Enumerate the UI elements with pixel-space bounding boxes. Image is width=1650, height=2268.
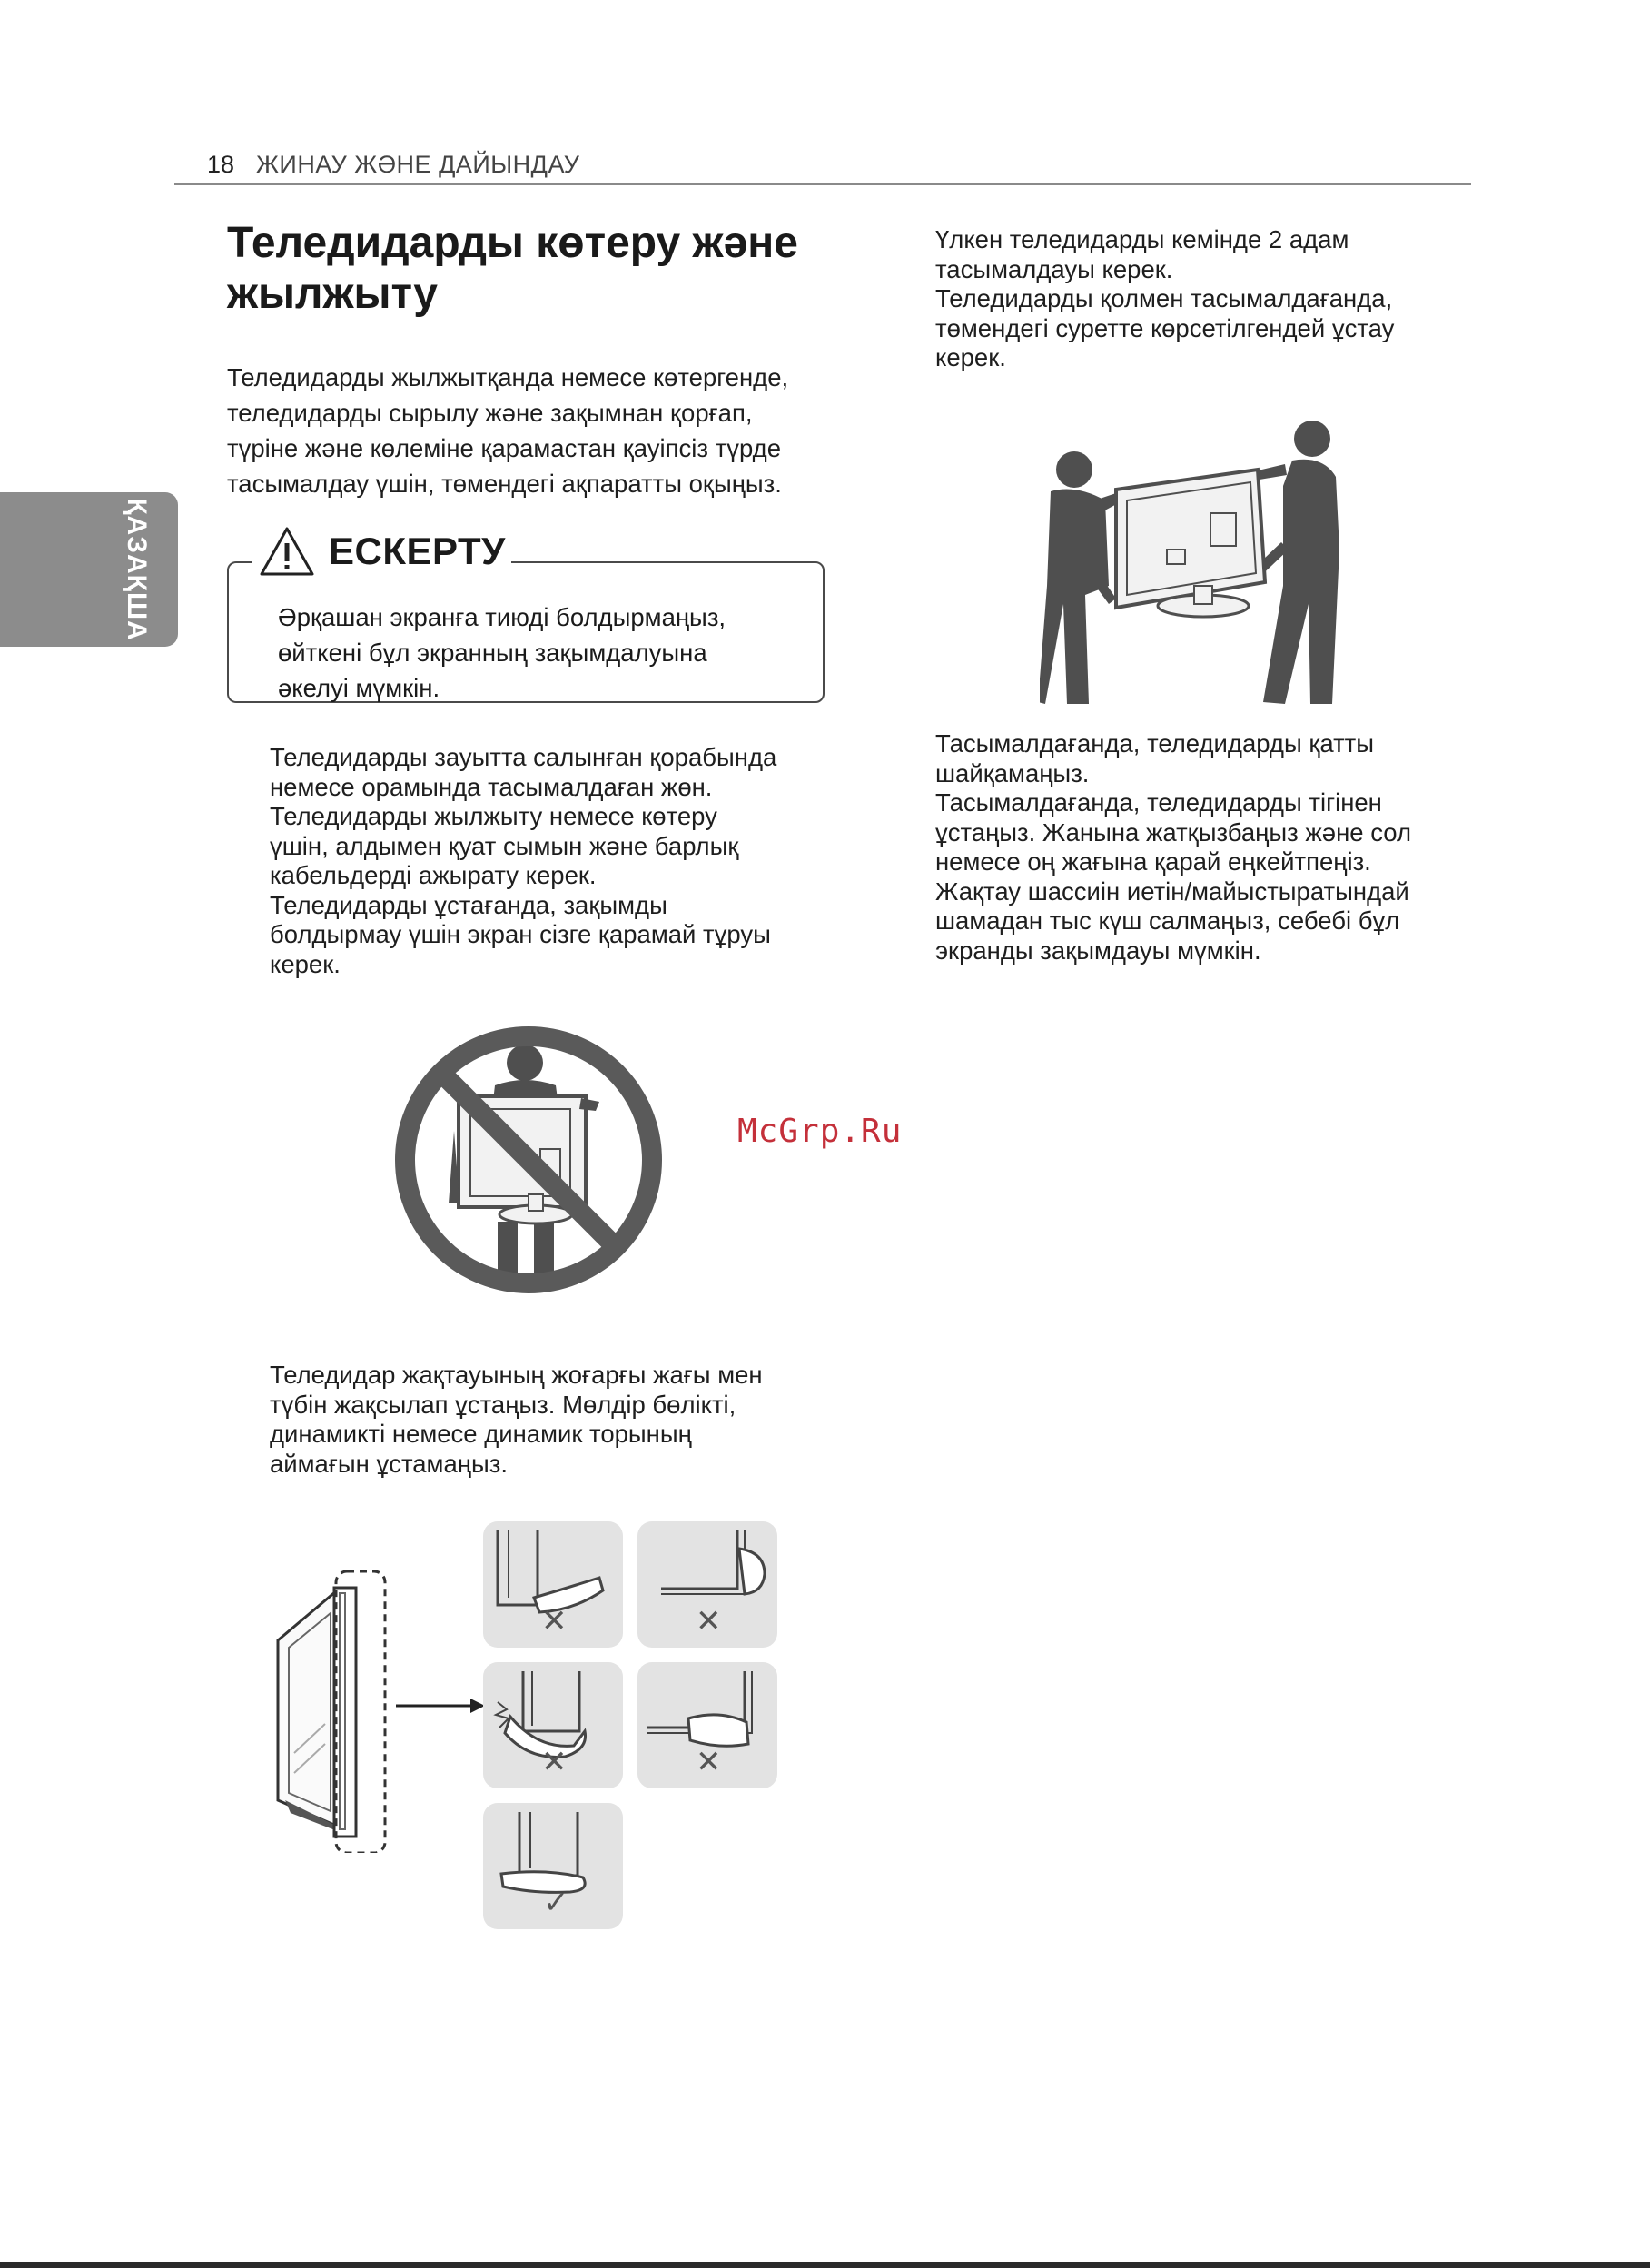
language-tab: [0, 492, 178, 647]
text-line: керек.: [270, 949, 341, 978]
intro-line: Теледидарды жылжытқанда немесе көтергенде,: [227, 363, 789, 391]
two-person-paragraph: [935, 225, 1480, 373]
wrong-mark: ✕: [541, 1604, 568, 1639]
note-label: ЕСКЕРТУ: [329, 530, 506, 572]
intro-line: тасымалдау үшін, төмендегі ақпаратты оқыңыз.: [227, 470, 782, 498]
text-line: шамадан тыс күш салмаңыз, себебі бұл: [935, 906, 1400, 935]
note-header: [252, 520, 511, 583]
grip-example-4: [637, 1662, 777, 1788]
text-line: түбін жақсылап ұстаңыз. Мөлдір бөлікті,: [270, 1390, 736, 1419]
wrong-mark: ✕: [541, 1745, 568, 1779]
frame-grip-paragraph: [270, 1361, 833, 1479]
text-line: болдырмау үшін экран сізге қарамай тұруы: [270, 920, 771, 948]
grip-example-2: [637, 1521, 777, 1648]
text-line: шайқамаңыз.: [935, 758, 1090, 787]
wrong-mark: ✕: [696, 1604, 722, 1639]
text-line: кабельдерді ажырату керек.: [270, 861, 597, 889]
grip-example-5: [483, 1803, 623, 1929]
warning-icon: [258, 525, 316, 578]
page-number: 18: [207, 151, 235, 178]
section-title: ЖИНАУ ЖӘНЕ ДАЙЫНДАУ: [256, 151, 580, 178]
note-line: өйткені бұл экранның зақымдалуына: [278, 639, 707, 667]
text-line: ұстаңыз. Жанына жатқызбаңыз және сол: [935, 817, 1411, 847]
intro-line: түріне және көлеміне қарамастан қауіпсіз түрде: [227, 434, 781, 462]
text-line: Теледидарды зауытта салынған қорабында: [270, 743, 777, 771]
note-line: Әрқашан экранға тиюді болдырмаңыз,: [278, 603, 726, 631]
grip-example-1: [483, 1521, 623, 1648]
note-text: [278, 599, 805, 706]
text-line: үшін, алдымен қуат сымын және барлық: [270, 831, 739, 860]
text-line: немесе оң жағына қарай еңкейтпеңіз.: [935, 847, 1371, 876]
transport-handling-paragraph: [935, 729, 1498, 966]
text-line: динамикті немесе динамик торының: [270, 1420, 692, 1448]
text-line: Тасымалдағанда, теледидарды тігінен: [935, 788, 1382, 817]
text-line: Теледидарды қолмен тасымалдағанда,: [935, 284, 1393, 312]
text-line: Теледидарды жылжыту немесе көтеру: [270, 802, 717, 830]
intro-line: теледидарды сырылу және зақымнан қорғап,: [227, 399, 753, 427]
tv-side-view-illustration: [272, 1562, 490, 1853]
note-line: әкелуі мүмкін.: [278, 674, 440, 702]
page-bottom-edge: [0, 2262, 1650, 2268]
no-screen-facing-carry-illustration: [390, 1022, 663, 1299]
text-line: Жақтау шассиін иетін/майыстыратындай: [935, 876, 1409, 906]
packaging-paragraph: [270, 743, 851, 979]
text-line: Үлкен теледидарды кемінде 2 адам: [935, 225, 1349, 253]
text-line: экранды зақымдауы мүмкін.: [935, 936, 1261, 965]
language-tab-label: ҚАЗАҚША: [122, 498, 152, 641]
watermark: McGrp.Ru: [737, 1113, 903, 1150]
text-line: Теледидар жақтауының жоғарғы жағы мен: [270, 1361, 763, 1389]
wrong-mark: ✕: [696, 1745, 722, 1779]
text-line: Теледидарды ұстағанда, зақымды: [270, 890, 667, 919]
page-heading: Теледидарды көтеру және жылжыту: [227, 219, 798, 318]
two-people-carrying-tv-illustration: [1040, 413, 1349, 708]
grip-example-3: [483, 1662, 623, 1788]
text-line: төмендегі суретте көрсетілгендей ұстау: [935, 313, 1395, 342]
correct-mark: ✓: [543, 1886, 569, 1920]
text-line: аймағын ұстамаңыз.: [270, 1449, 508, 1478]
intro-paragraph: [227, 360, 845, 501]
text-line: тасымалдауы керек.: [935, 254, 1173, 283]
page-header: [174, 147, 1471, 185]
text-line: Тасымалдағанда, теледидарды қатты: [935, 729, 1375, 758]
text-line: керек.: [935, 343, 1006, 371]
text-line: немесе орамында тасымалдаған жөн.: [270, 772, 713, 801]
